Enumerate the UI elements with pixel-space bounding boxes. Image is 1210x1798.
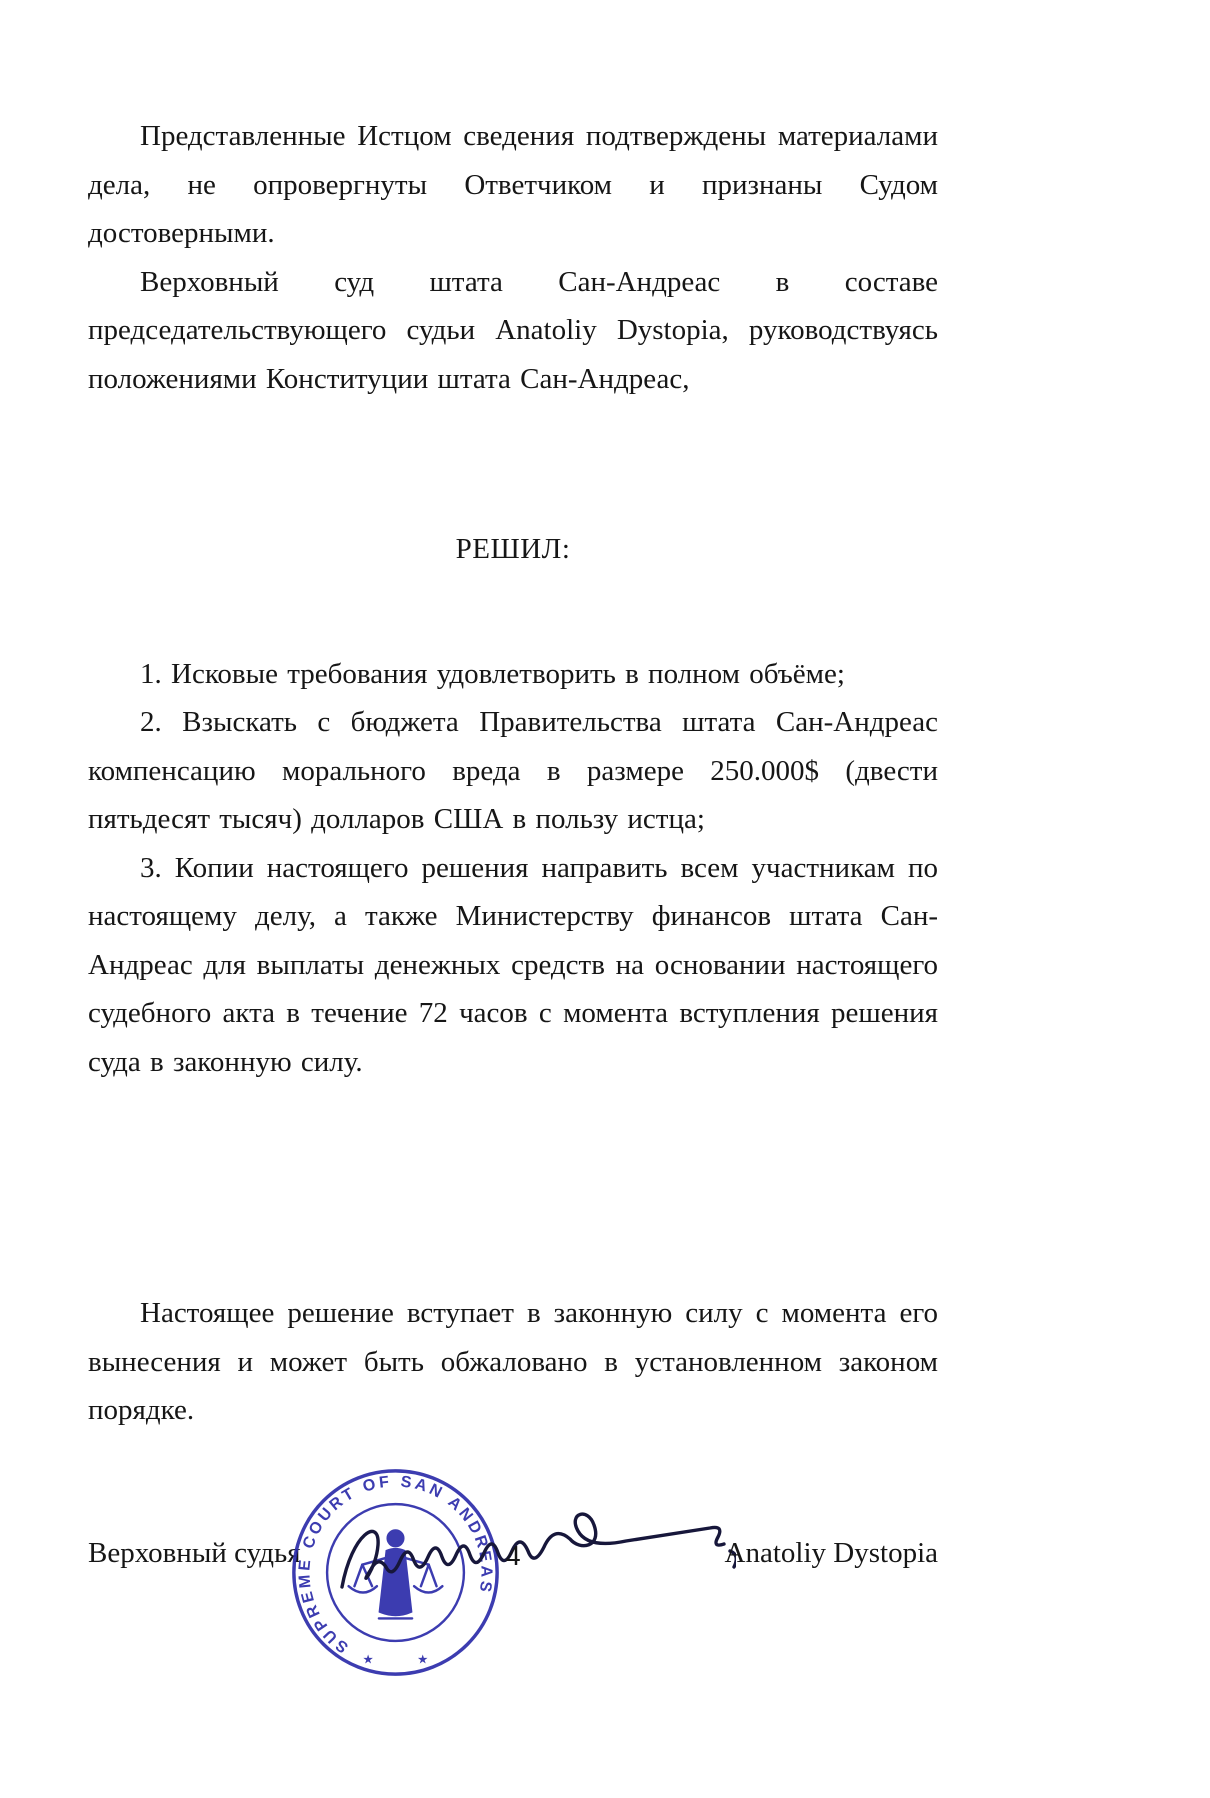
decision-items xyxy=(88,650,938,1087)
decision-item-3: 3. Копии настоящего решения направить всем участникам по настоящему делу, а также Министерству финансов штата Сан-Андреас для выплаты денежных средств на основании настоящего судебного акта в течение 72 часов с момента вступления решения суда в законную силу. xyxy=(88,851,938,1078)
seal-star-icon: ★ xyxy=(417,1651,429,1666)
judge-name: Anatoliy Dystopia xyxy=(724,1536,938,1569)
judge-role-label: Верховный судья xyxy=(88,1536,301,1569)
page-number: 4 xyxy=(505,1540,521,1572)
paragraph-evidence: Представленные Истцом сведения подтверждены материалами дела, не опровергнуты Ответчиком и признаны Судом достоверными. xyxy=(88,120,938,249)
decision-heading: РЕШИЛ: xyxy=(455,533,571,565)
paragraph-court-composition: Верховный суд штата Сан-Андреас в составе председательствующего судьи Anatoliy Dystopia, руководствуясь положениями Конституции штата Сан-Андреас, xyxy=(88,265,938,395)
seal-text: SUPREME COURT OF SAN ANDREAS xyxy=(295,1471,496,1657)
decision-item-2: 2. Взыскать с бюджета Правительства штата Сан-Андреас компенсацию морального вреда в размере 250.000$ (двести пятьдесят тысяч) долларов США в пользу истца; xyxy=(88,706,938,835)
seal-star-icon: ★ xyxy=(362,1651,374,1666)
decision-item-1: 1. Исковые требования удовлетворить в полном объёме; xyxy=(140,657,845,690)
closing-paragraph: Настоящее решение вступает в законную силу с момента его вынесения и может быть обжаловано в установленном законом порядке. xyxy=(88,1297,938,1426)
document-body xyxy=(88,112,938,1687)
